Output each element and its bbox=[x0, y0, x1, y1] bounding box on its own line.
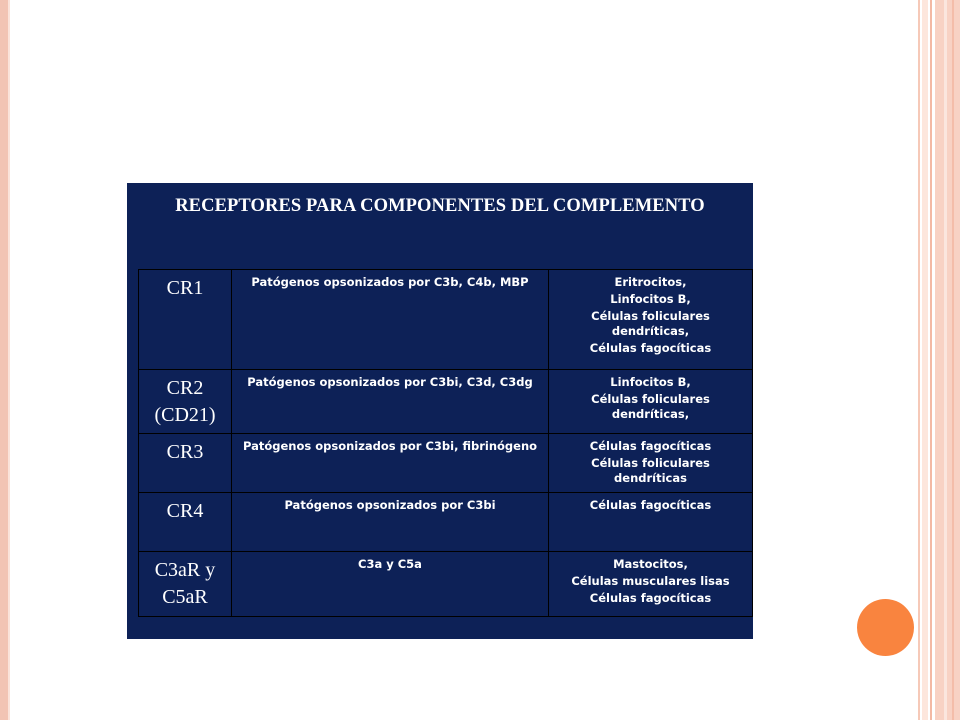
cell-type: Mastocitos, bbox=[613, 557, 688, 571]
ligand-text: C3a y C5a bbox=[358, 557, 422, 571]
cell-type: Células fagocíticas bbox=[589, 341, 712, 355]
cell-type: Células fagocíticas bbox=[589, 498, 712, 512]
receptor-name-cell bbox=[139, 270, 232, 370]
receptors-panel bbox=[127, 183, 753, 639]
cell-type: Linfocitos B, bbox=[610, 292, 691, 306]
receptor-name: (CD21) bbox=[154, 404, 216, 426]
decorative-stripe bbox=[935, 0, 960, 720]
receptor-name: CR2 bbox=[166, 377, 204, 399]
cell-type: Células fagocíticas bbox=[589, 591, 712, 605]
ligand-cell bbox=[232, 493, 549, 552]
cell-types-cell bbox=[549, 552, 753, 617]
table-row bbox=[139, 552, 753, 617]
ligand-text: Patógenos opsonizados por C3bi, fibrinógeno bbox=[242, 439, 538, 453]
cell-types-cell bbox=[549, 493, 753, 552]
ligand-cell bbox=[232, 434, 549, 493]
ligand-cell bbox=[232, 270, 549, 370]
decorative-stripe bbox=[944, 0, 947, 720]
ligand-text: Patógenos opsonizados por C3bi bbox=[284, 498, 496, 512]
receptor-name: CR3 bbox=[166, 441, 204, 463]
decorative-stripe bbox=[952, 0, 954, 720]
receptor-name: C5aR bbox=[162, 586, 208, 608]
cell-type: Células foliculares dendríticas, bbox=[591, 392, 710, 421]
table-row bbox=[139, 370, 753, 434]
receptor-name-cell bbox=[139, 493, 232, 552]
cell-type: Células musculares lisas bbox=[571, 574, 730, 588]
receptors-table bbox=[138, 269, 753, 617]
decorative-stripe bbox=[930, 0, 932, 720]
receptor-name-cell bbox=[139, 370, 232, 434]
ligand-text: Patógenos opsonizados por C3bi, C3d, C3dg bbox=[247, 375, 533, 389]
receptor-name: CR1 bbox=[166, 277, 204, 299]
table-row bbox=[139, 493, 753, 552]
cell-type: Células fagocíticas bbox=[589, 439, 712, 453]
cell-types-cell bbox=[549, 270, 753, 370]
cell-type: Linfocitos B, bbox=[610, 375, 691, 389]
ligand-text: Patógenos opsonizados por C3b, C4b, MBP bbox=[251, 275, 529, 289]
panel-title: RECEPTORES PARA COMPONENTES DEL COMPLEMENTO bbox=[175, 196, 705, 216]
cell-type: Células foliculares dendríticas bbox=[591, 456, 710, 485]
decorative-stripe bbox=[922, 0, 928, 720]
receptor-name: C3aR y bbox=[154, 559, 216, 581]
slide-frame-left bbox=[0, 0, 10, 720]
cell-type: Eritrocitos, bbox=[614, 275, 687, 289]
cell-type: Células foliculares dendríticas, bbox=[591, 309, 710, 338]
accent-circle bbox=[857, 599, 914, 656]
ligand-cell bbox=[232, 370, 549, 434]
table-row bbox=[139, 434, 753, 493]
decorative-stripe bbox=[918, 0, 920, 720]
cell-types-cell bbox=[549, 434, 753, 493]
ligand-cell bbox=[232, 552, 549, 617]
receptor-name: CR4 bbox=[166, 500, 204, 522]
receptor-name-cell bbox=[139, 552, 232, 617]
table-row bbox=[139, 270, 753, 370]
cell-types-cell bbox=[549, 370, 753, 434]
receptor-name-cell bbox=[139, 434, 232, 493]
